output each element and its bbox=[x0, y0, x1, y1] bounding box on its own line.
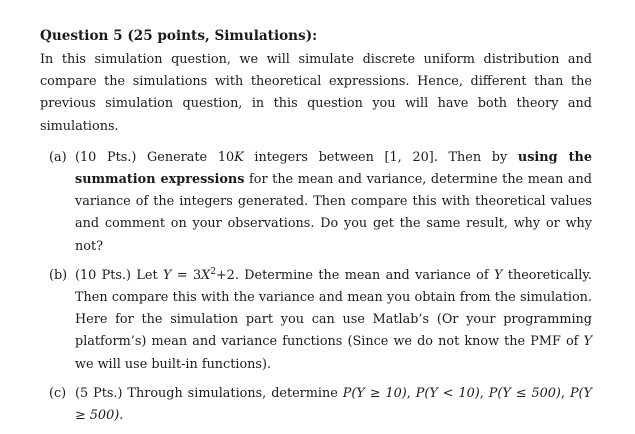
part-a-text-2: integers between [1, 20]. Then by bbox=[243, 149, 518, 165]
part-c-sep-1: , bbox=[406, 385, 416, 401]
part-b-math-y2: Y bbox=[493, 267, 503, 283]
part-b-text-5: we will use built-in functions). bbox=[75, 356, 272, 372]
part-b-math-x: X bbox=[201, 267, 211, 283]
question-parts bbox=[40, 147, 592, 427]
part-b-text-1: (10 Pts.) Let bbox=[75, 267, 164, 283]
question-intro: In this simulation question, we will simulate discrete uniform distribution and compare the simulations with theoretical expressions. Hence, different than the previous simulation question, in this question you will have both theory and simulations. bbox=[40, 52, 592, 134]
question-title: Question 5 (25 points, Simulations): bbox=[40, 28, 318, 44]
part-a-label: (a) bbox=[49, 149, 67, 165]
question-document bbox=[40, 27, 592, 434]
part-c-label: (c) bbox=[49, 385, 67, 401]
part-a-math-k: K bbox=[234, 149, 244, 165]
part-c-prob-3: P(Y ≤ 500) bbox=[488, 385, 561, 401]
part-b-text-3: +2. Determine the mean and variance of bbox=[215, 267, 494, 283]
part-c-end: . bbox=[119, 408, 124, 424]
part-c-sep-2: , bbox=[479, 385, 489, 401]
part-a bbox=[40, 147, 592, 258]
part-a-text-1: (10 Pts.) Generate 10 bbox=[75, 149, 235, 165]
part-c bbox=[40, 383, 592, 427]
part-b-label: (b) bbox=[49, 267, 68, 283]
part-b-text-4: theoretically. Then compare this with the variance and mean you obtain from the simulation. Here for the simulation part you can use Matlab’s (Or your programming platform’s) mean and variance functions (Since we do not know the PMF of bbox=[75, 267, 592, 350]
part-c-prob-4: P(Y ≥ 500) bbox=[75, 385, 592, 424]
part-b-text-2: = 3 bbox=[171, 267, 202, 283]
part-b bbox=[40, 265, 592, 376]
part-a-text-3: for the mean and variance, determine the mean and variance of the integers generated. Then compare this with theoretical values and comment on your observations. Do you get the same result, why or why not? bbox=[75, 172, 592, 254]
part-c-prob-1: P(Y ≥ 10) bbox=[342, 385, 407, 401]
part-a-bold-phrase: using the summation expressions bbox=[75, 149, 592, 188]
part-c-sep-3: , bbox=[560, 385, 570, 401]
part-c-text-1: (5 Pts.) Through simulations, determine bbox=[75, 385, 343, 401]
part-b-math-y1: Y bbox=[163, 267, 172, 283]
part-c-prob-2: P(Y < 10) bbox=[415, 385, 480, 401]
part-b-math-y3: Y bbox=[583, 334, 592, 350]
part-b-exponent: 2 bbox=[210, 266, 216, 277]
